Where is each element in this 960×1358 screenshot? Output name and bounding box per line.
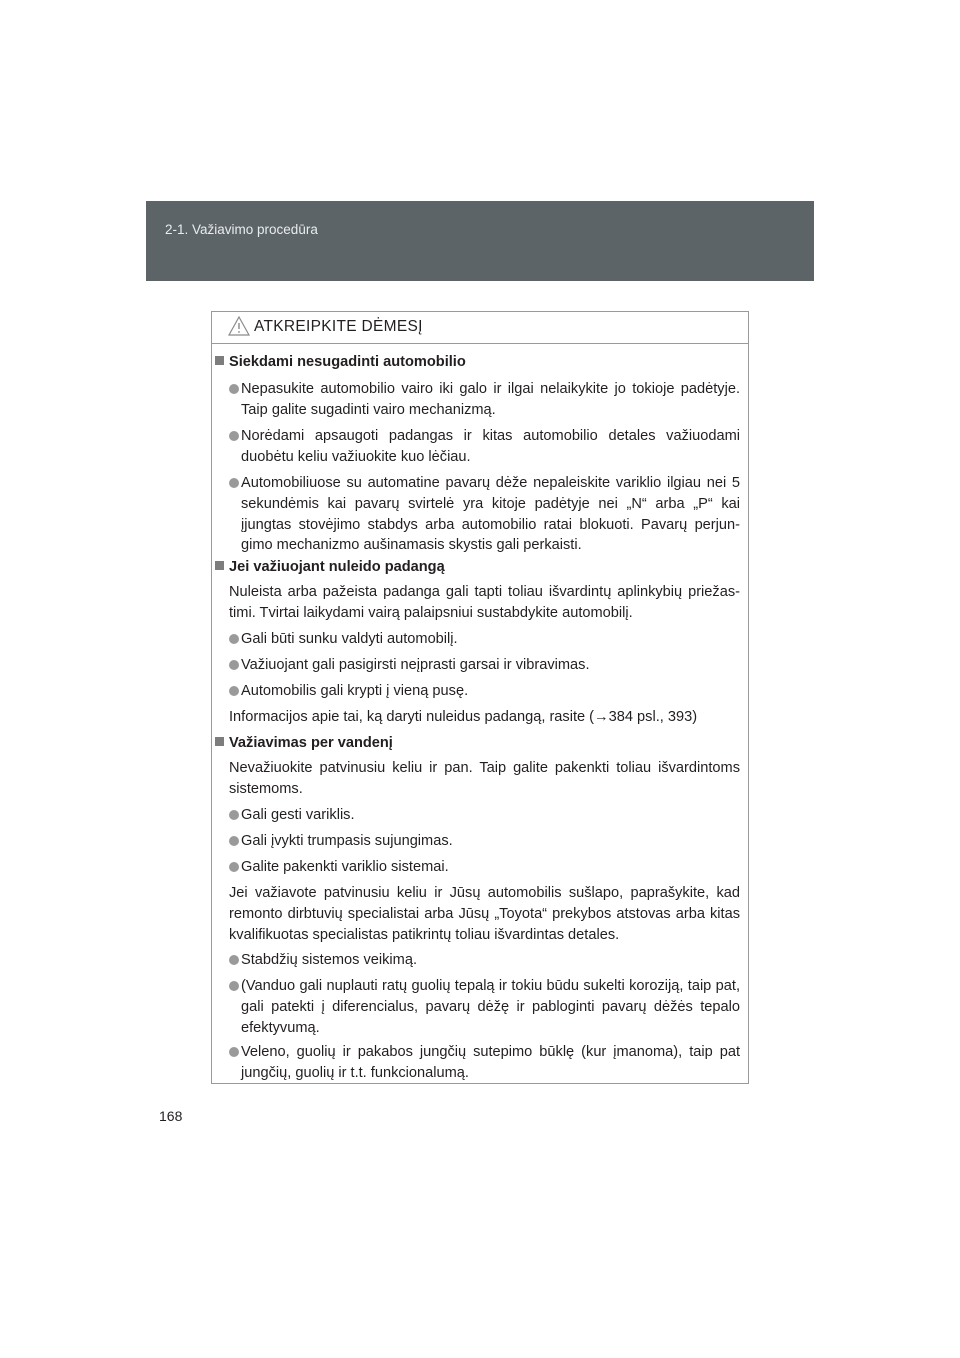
paragraph: Nevažiuokite patvinusiu keliu ir pan. Taip galite pakenkti toliau išvardintoms sistemoms. [229, 760, 740, 797]
round-bullet-icon [229, 955, 239, 965]
section-title: 2-1. Važiavimo procedūra [165, 222, 318, 237]
bullet-item: Automobiliuose su automatine pavarų dėže nepaleiskite variklio ilgiau nei 5 sekundėmis kai pavarų svirtelė yra kitoje padėtyje nei „N“ arba „P“ kai įjungtas stovėjimo stabdys arba automobilio ratai blokuoti. Pavarų perjun-gimo mechanizmo aušinamasis skystis gali perkaisti. [229, 473, 740, 556]
section-heading: Jei važiuojant nuleido padangą [215, 557, 445, 578]
round-bullet-icon [229, 660, 239, 670]
square-bullet-icon [215, 737, 224, 746]
reference-note: Informacijos apie tai, ką daryti nuleidus padangą, rasite (→384 psl., 393) [229, 709, 698, 725]
bullet-item: Gali įvykti trumpasis sujungimas. [229, 831, 740, 852]
bullet-item: Nepasukite automobilio vairo iki galo ir ilgai nelaikykite jo tokioje padėtyje. Taip galite sugadinti vairo mechanizmą. [229, 379, 740, 421]
section-heading: Važiavimas per vandenį [215, 733, 393, 754]
caution-header [212, 312, 748, 344]
bullet-item: Veleno, guolių ir pakabos jungčių sutepimo būklę (kur įmanoma), taip pat jungčių, guolių ir t.t. funkcionalumą. [229, 1042, 740, 1084]
bullet-item: (Vanduo gali nuplauti ratų guolių tepalą ir tokiu būdu sukelti koroziją, taip pat, gali patekti į diferencialus, pavarų dėžę ir pabloginti pavarų dėžės tepalo efektyvumą. [229, 976, 740, 1038]
round-bullet-icon [229, 686, 239, 696]
round-bullet-icon [229, 1047, 239, 1057]
bullet-item: Gali būti sunku valdyti automobilį. [229, 629, 740, 650]
bullet-item: Stabdžių sistemos veikimą. [229, 950, 740, 971]
bullet-item: Norėdami apsaugoti padangas ir kitas automobilio detales važiuodami duobėtu keliu važiuokite kuo lėčiau. [229, 426, 740, 468]
round-bullet-icon [229, 981, 239, 991]
round-bullet-icon [229, 384, 239, 394]
bullet-item: Gali gesti variklis. [229, 805, 740, 826]
round-bullet-icon [229, 431, 239, 441]
round-bullet-icon [229, 634, 239, 644]
section-heading: Siekdami nesugadinti automobilio [215, 352, 466, 373]
square-bullet-icon [215, 356, 224, 365]
round-bullet-icon [229, 478, 239, 488]
warning-triangle-icon [228, 316, 250, 336]
paragraph: Nuleista arba pažeista padanga gali tapti toliau išvardintų aplinkybių priežas-timi. Tvirtai laikydami vairą palaipsniui sustabdykite automobilį. [229, 584, 740, 621]
bullet-item: Galite pakenkti variklio sistemai. [229, 857, 740, 878]
caution-box [211, 311, 749, 1084]
bullet-item: Automobilis gali krypti į vieną pusę. [229, 681, 740, 702]
caution-title: ATKREIPKITE DĖMESĮ [254, 318, 423, 335]
page-number: 168 [159, 1108, 183, 1124]
square-bullet-icon [215, 561, 224, 570]
section-header-band [146, 201, 814, 281]
round-bullet-icon [229, 836, 239, 846]
bullet-item: Važiuojant gali pasigirsti neįprasti garsai ir vibravimas. [229, 655, 740, 676]
paragraph: Jei važiavote patvinusiu keliu ir Jūsų automobilis sušlapo, paprašykite, kad remonto dirbtuvių specialistai arba Jūsų „Toyota“ prekybos atstovas arba kitas kvalifikuotas specialistas patikrintų toliau išvardintas detales. [229, 885, 740, 943]
round-bullet-icon [229, 810, 239, 820]
round-bullet-icon [229, 862, 239, 872]
